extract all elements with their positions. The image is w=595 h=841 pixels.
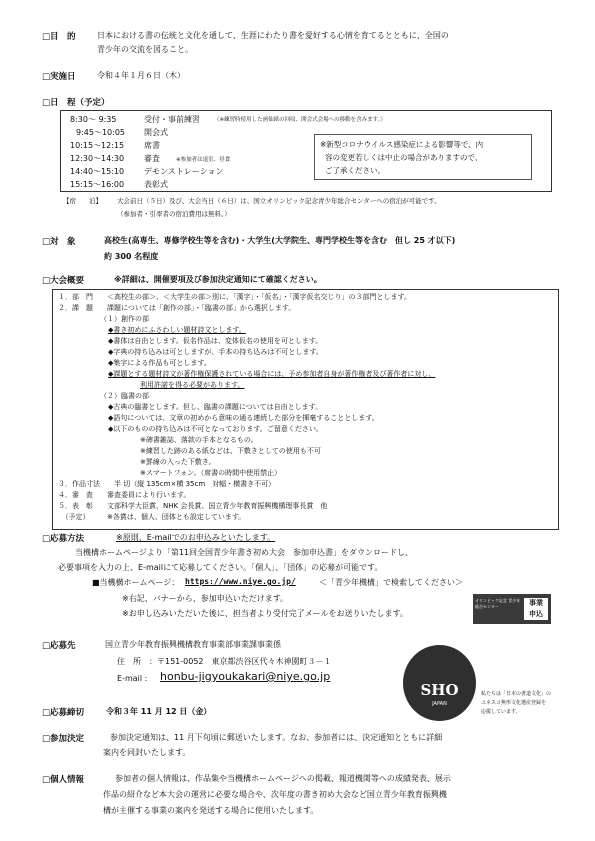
outline-line: ◆語句については、文章の初めから意味の通る連続した部分を揮毫することとします。 (108, 414, 379, 422)
schedule-time: 10:15～12:15 (70, 141, 125, 150)
schedule-label: □日 程（予定） (42, 98, 110, 108)
outline-line: ※碑書雑誌、落款の手本となるもの。 (140, 436, 258, 444)
outline-line: ３．作品寸法 半 切（縦 135cm×横 35cm 対幅・横書き不可） (58, 480, 276, 488)
outline-line: （２）臨書の部 (100, 392, 149, 400)
outline-line: ◆書き初めにふさわしい題材詩文とします。 (108, 326, 246, 334)
stay-label: 【宿 泊】 (63, 197, 102, 205)
outline-line: ※練習した跡のある紙などは、下敷きとしての使用も不可 (140, 447, 321, 455)
confirm-note: ※お申し込みいただいた後に、担当者より受付完了メールをお送りいたします。 (122, 609, 408, 618)
banner-button[interactable] (524, 598, 548, 620)
method-note: ※原則、E-mailでのお申込みといたします。 (116, 533, 276, 542)
hp-label: ■当機構ホームページ： (92, 578, 180, 587)
logo-caption-2: ユネスコ無形文化遺産登録を (481, 700, 547, 706)
banner-button-line: 事業 (529, 599, 543, 607)
schedule-item: 審査 (144, 154, 160, 163)
target-text-2: 約 300 名程度 (104, 252, 159, 261)
schedule-item: 席書 (144, 141, 160, 150)
schedule-time: 8:30～ 9:35 (70, 115, 117, 124)
method-text-1: 当機構ホームページより「第11回全国青少年書き初め大会 参加申込書」をダウンロードし、 (75, 548, 414, 557)
outline-line: （予定） ※各賞は、個人、団体とも設定しています。 (58, 513, 246, 521)
schedule-item: 表彰式 (144, 180, 168, 189)
outline-line: ５．表 彰 文部科学大臣賞、NHK 会長賞、国立青少年教育振興機構理事長賞 他 (58, 502, 328, 510)
date-value: 令和４年１月６日（木） (97, 71, 185, 80)
outline-line: ※スマートフォン。（席書の時間中使用禁止） (140, 469, 282, 477)
notice-line: ※新型コロナウイルス感染症による影響等で、内 (320, 140, 484, 149)
method-text-2: 必要事項を入力の上、E-mailにて応募してください。「個人」、「団体」の応募が可能です。 (58, 563, 383, 572)
outline-line: １．部 門 ＜高校生の部＞、＜大学生の部＞別に、「漢字」・「仮名」・「漢字仮名交じり」の３部門とします。 (58, 293, 411, 301)
privacy-text-3: 構が主催する事業の案内を発送する場合に使用いたします。 (103, 806, 319, 815)
application-banner[interactable] (473, 594, 551, 624)
outline-note: ※詳細は、開催要項及び参加決定通知にて確認ください。 (114, 275, 322, 284)
notice-line: ご了承ください。 (325, 166, 385, 175)
sho-logo-subtext: JAPAN (432, 701, 447, 707)
outline-line: 利用許諾を得る必要があります。 (140, 381, 245, 389)
contact-org: 国立青少年教育振興機構教育事業部事業課事業係 (105, 640, 281, 649)
schedule-time: 15:15～16:00 (70, 180, 125, 189)
homepage-link[interactable]: https://www.niye.go.jp/ (185, 577, 296, 586)
email-label: E-mail : (117, 674, 148, 683)
logo-caption-3: 応援しています。 (481, 709, 521, 715)
purpose-label: □目 的 (42, 32, 76, 42)
schedule-note: （※練習時使用した画仙紙の回収、開会式会場への移動を含みます。） (214, 117, 386, 123)
target-label: □対 象 (42, 237, 76, 247)
purpose-text-2: 青少年の交流を図ること。 (97, 45, 193, 54)
schedule-time: 14:40～15:10 (70, 167, 125, 176)
logo-caption-1: 私たちは「日本の書道文化」の (481, 691, 552, 697)
outline-line: ◆古典の臨書とします。但し、臨書の課題については自由とします。 (108, 403, 323, 411)
decision-text-2: 案内を同封いたします。 (103, 748, 191, 757)
schedule-item: デモンストレーション (144, 167, 224, 176)
stay-text-1: 大会前日（５日）及び、大会当日（６日）は、国立オリンピック記念青少年総合センターへの宿泊が可能です。 (117, 197, 441, 205)
sho-japan-logo (403, 645, 476, 721)
deadline-value: 令和３年 11 月 12 日（金） (106, 707, 212, 716)
contact-email[interactable]: honbu-jigyoukakari@niye.go.jp (160, 670, 331, 683)
deadline-label: □応募締切 (42, 708, 85, 718)
privacy-text-1: 参加者の個人情報は、作品集や当機構ホームページへの掲載、報道機関等への成績発表、展示 (115, 774, 451, 783)
banner-button-line: 申込 (529, 610, 543, 618)
outline-line: ※罫線の入った下敷き。 (140, 458, 216, 466)
contact-address: 住 所 ：〒151-0052 東京都渋谷区代々木神園町３－１ (117, 657, 332, 666)
banner-text: オリンピック記念 青少年総合センター (475, 598, 521, 609)
stay-text-2: （参加者・引率者の宿泊費用は無料。） (117, 210, 231, 218)
method-label: □応募方法 (42, 534, 85, 544)
schedule-time: 9:45～10:05 (76, 128, 126, 137)
sho-logo-text: SHO (420, 681, 459, 699)
contact-label: □応募先 (42, 641, 76, 651)
outline-line: ◆集字による作品も可とします。 (108, 359, 211, 367)
decision-text-1: 参加決定通知は、11 月下旬頃に郵送いたします。なお、参加者には、決定通知とともに詳細 (110, 733, 443, 742)
purpose-text-1: 日本における書の伝統と文化を通して、生涯にわたり書を愛好する心情を育てるとともに、全国の (97, 31, 449, 40)
schedule-item: 受付・事前練習 (144, 115, 200, 124)
date-label: □実施日 (42, 72, 76, 82)
outline-line: ４．審 査 審査委員により行います。 (58, 491, 191, 499)
schedule-time: 12:30～14:30 (70, 154, 125, 163)
decision-label: □参加決定 (42, 734, 85, 744)
target-text-1: 高校生(高専生、専修学校生等を含む)・大学生(大学院生、専門学校生等を含む 但し 25 才以下) (104, 236, 456, 245)
schedule-note: ※参加者は退室、昼食 (176, 157, 231, 163)
notice-line: 容の変更若しくは中止の場合がありますので、 (325, 153, 483, 162)
banner-note: ※右記、バナーから、参加申込いただけます。 (122, 594, 289, 603)
hp-search-hint: ＜「青少年機構」で検索してください＞ (319, 578, 463, 587)
schedule-item: 開会式 (144, 128, 168, 137)
outline-line: （１）創作の部 (100, 315, 149, 323)
outline-line: ◆以下のものの持ち込みは不可となっております。ご留意ください。 (108, 425, 323, 433)
outline-line: ◆字典の持ち込みは可としますが、手本の持ち込みは不可とします。 (108, 348, 323, 356)
outline-line: ◆書体は自由とします。仮名作品は、変体仮名の使用を可とします。 (108, 337, 323, 345)
privacy-label: □個人情報 (42, 775, 85, 785)
outline-label: □大会概要 (42, 276, 85, 286)
outline-line: ２．課 題 課題については「創作の部」・「臨書の部」から選択します。 (58, 304, 296, 312)
outline-line: ◆課題とする題材詩文が著作権保護されている場合には、予め参加者自身が著作権者及び著作者に対し、 (108, 370, 436, 378)
privacy-text-2: 作品の紹介など本大会の運営に必要な場合や、次年度の書き初め大会など国立青少年教育振興機 (103, 790, 447, 799)
